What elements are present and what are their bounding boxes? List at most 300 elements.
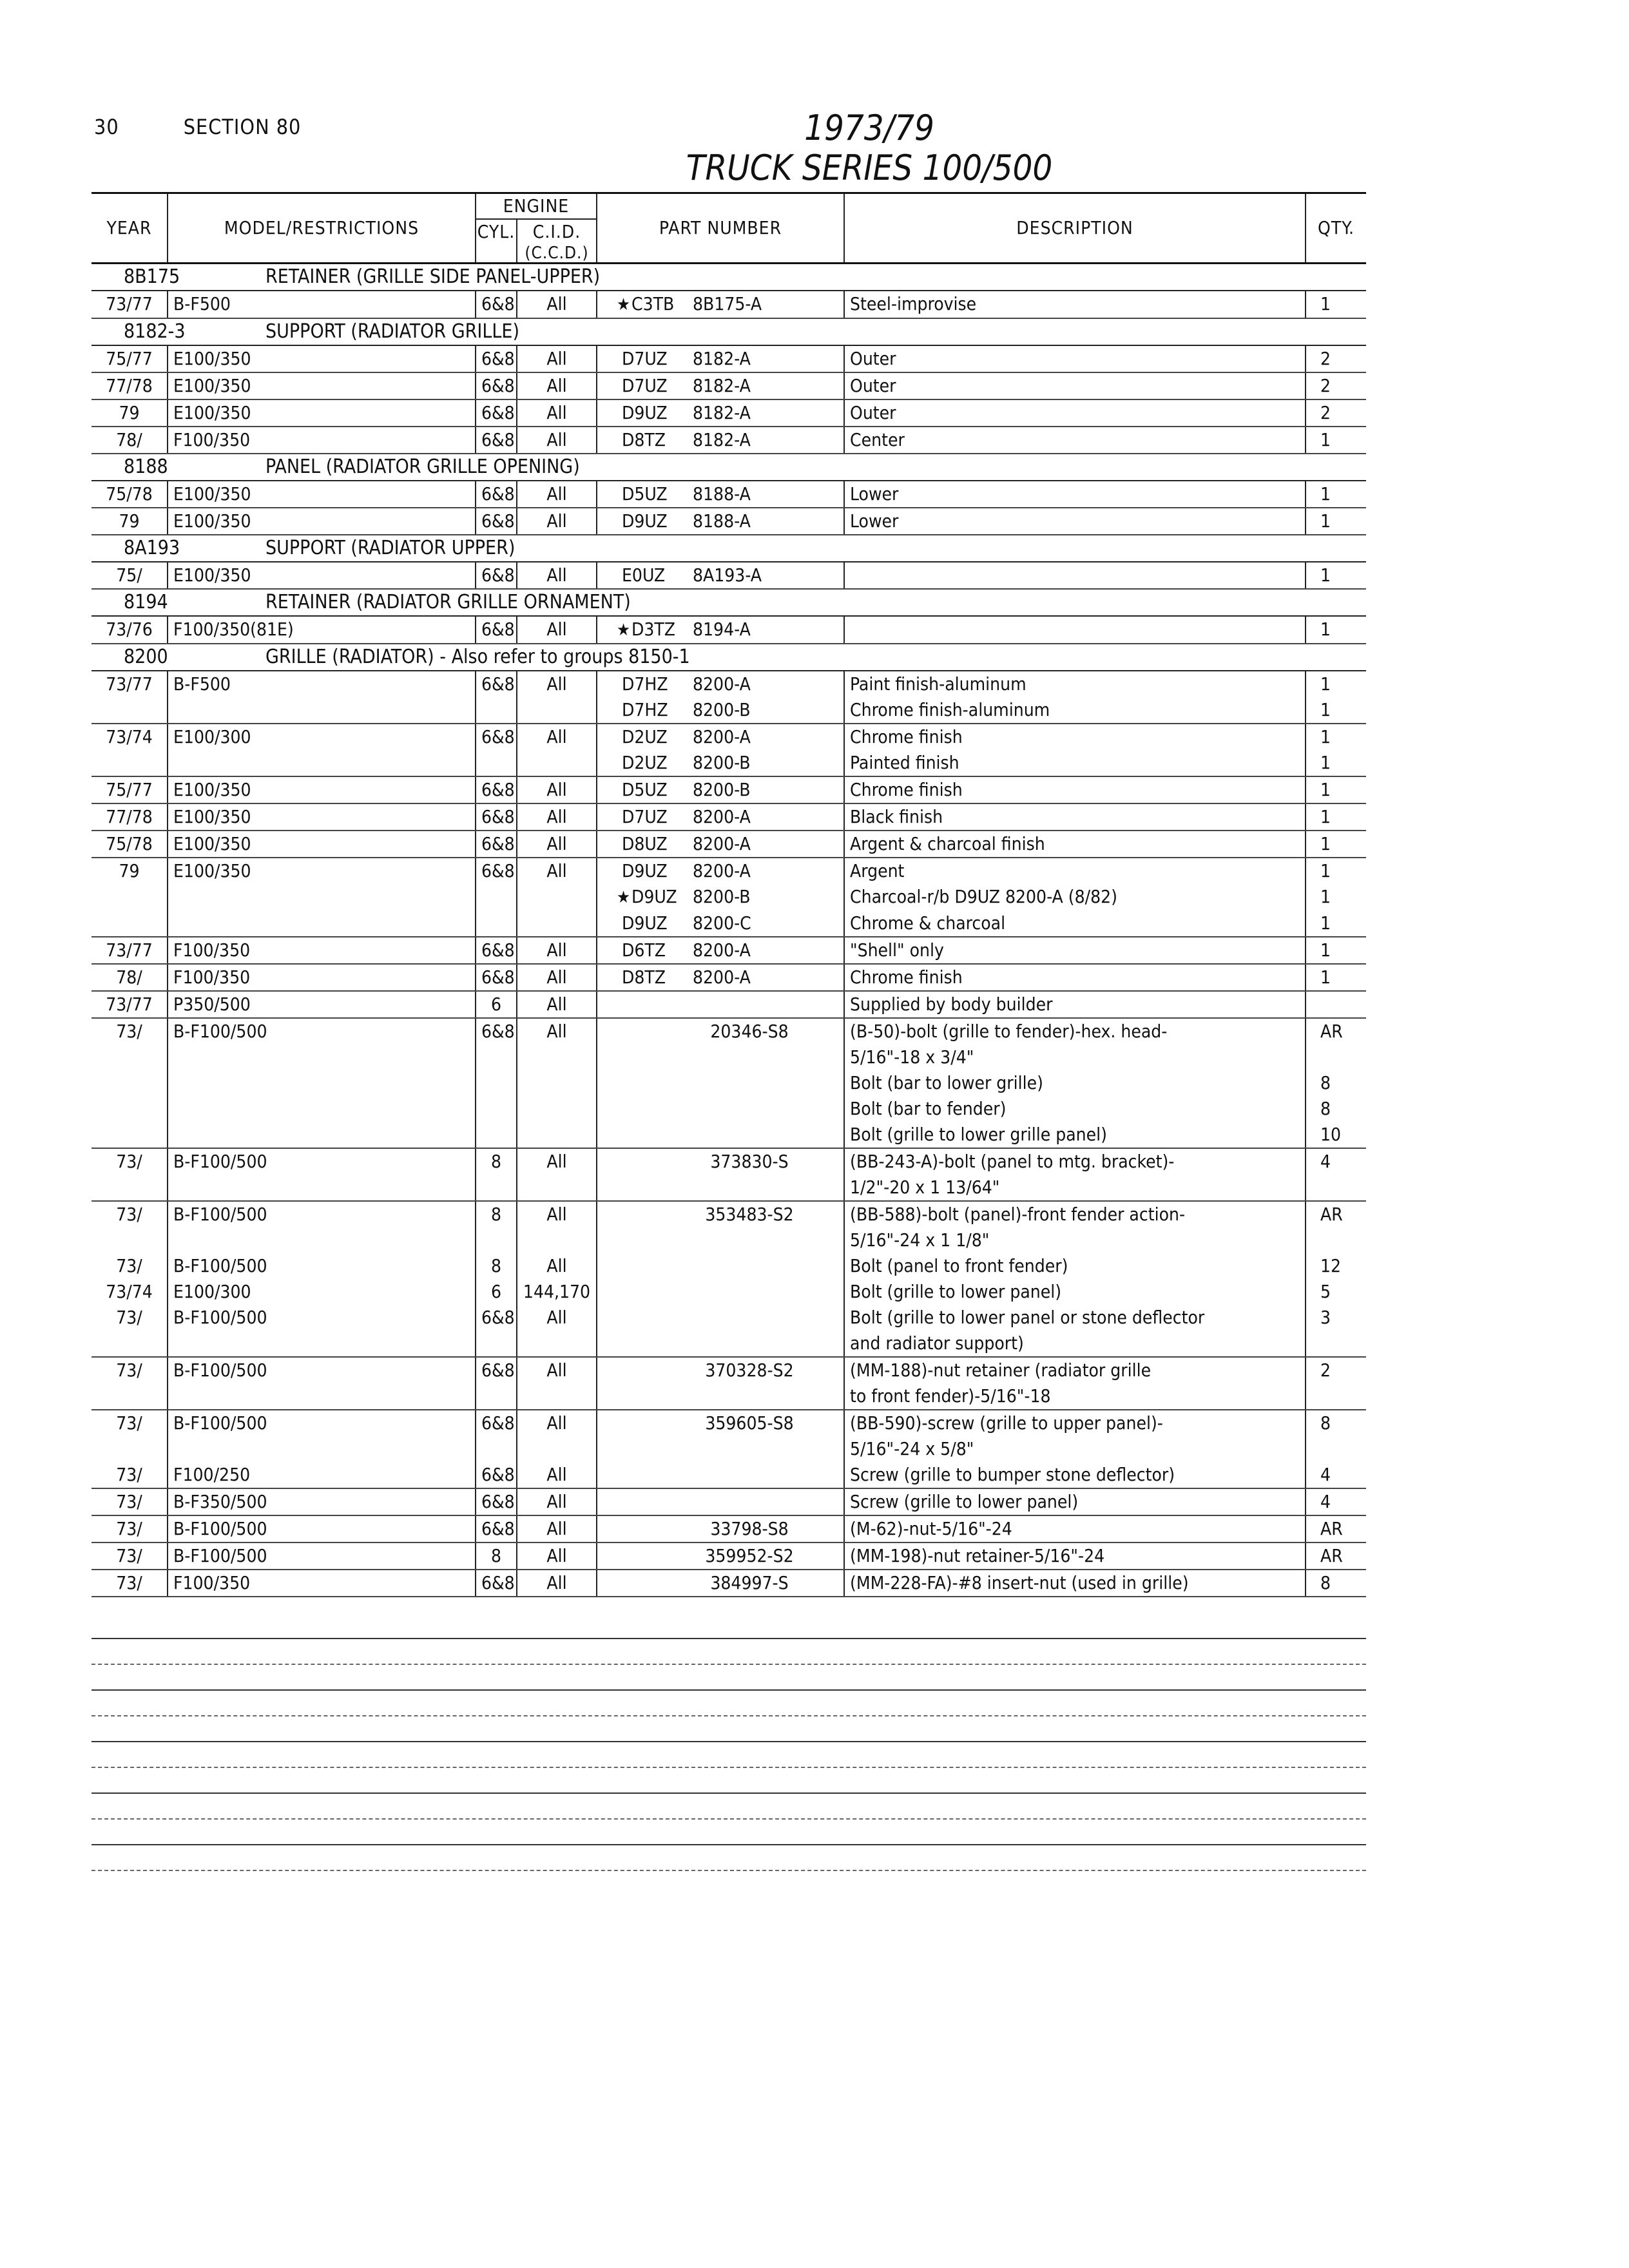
year-cell: 73/77 [92, 991, 168, 1018]
description-cell: Bolt (bar to lower grille) [844, 1070, 1306, 1096]
part-prefix-text: D7UZ [622, 348, 668, 369]
cid-cell: All [517, 858, 597, 884]
qty-cell: 1 [1306, 884, 1366, 910]
part-prefix-text: D8TZ [622, 966, 666, 988]
cyl-cell: 8 [476, 1542, 517, 1570]
qty-cell: 3 [1306, 1305, 1366, 1331]
group-number: 8B175 [124, 265, 180, 288]
star-icon: ★ [617, 620, 630, 640]
cyl-cell: 6&8 [476, 964, 517, 991]
part-number-cell [597, 1070, 844, 1096]
model-cell [168, 1227, 476, 1253]
part-number-cell [597, 1148, 844, 1175]
year-cell: 73/77 [92, 291, 168, 318]
group-number: 8194 [124, 591, 168, 613]
group-title: RETAINER (GRILLE SIDE PANEL-UPPER) [265, 265, 601, 288]
model-cell: E100/350 [168, 508, 476, 535]
blank-rule [92, 1870, 1366, 1871]
title-series: TRUCK SERIES 100/500 [686, 148, 1053, 188]
model-cell [168, 697, 476, 724]
table-row [92, 937, 1366, 964]
part-number-cell [597, 884, 844, 910]
table-row [92, 1201, 1366, 1227]
model-cell: B-F500 [168, 671, 476, 697]
cyl-cell: 6 [476, 991, 517, 1018]
year-cell: 79 [92, 399, 168, 427]
part-number-cell [597, 1436, 844, 1462]
part-prefix-text: D3TZ [631, 619, 676, 640]
year-cell: 79 [92, 508, 168, 535]
cid-cell [517, 1096, 597, 1122]
description-cell: Painted finish [844, 750, 1306, 776]
qty-cell: AR [1306, 1018, 1366, 1044]
cid-cell [517, 884, 597, 910]
qty-cell: 2 [1306, 399, 1366, 427]
part-base: 8182-A [693, 375, 751, 396]
part-number-cell [597, 1305, 844, 1331]
col-ccd: (C.C.D.) [517, 244, 597, 264]
group-number: 8182-3 [124, 320, 186, 343]
table-row [92, 964, 1366, 991]
model-cell: E100/300 [168, 724, 476, 750]
group-title: SUPPORT (RADIATOR UPPER) [265, 537, 516, 559]
year-cell: 75/ [92, 562, 168, 589]
year-cell: 73/74 [106, 726, 153, 747]
part-prefix-text: D9UZ [622, 402, 668, 423]
part-number-cell [597, 562, 844, 589]
model-cell: E100/300 [168, 1279, 476, 1305]
description-cell: Chrome & charcoal [844, 910, 1306, 937]
cyl-cell: 8 [476, 1253, 517, 1279]
table-row [92, 616, 1366, 644]
cid-cell [517, 750, 597, 776]
model-cell: B-F500 [168, 291, 476, 318]
model-cell [168, 1331, 476, 1357]
group-title: PANEL (RADIATOR GRILLE OPENING) [265, 456, 580, 478]
model-cell: F100/350(81E) [168, 616, 476, 644]
year-cell [92, 750, 168, 776]
qty-cell: 5 [1306, 1279, 1366, 1305]
description-cell: (M-62)-nut-5/16"-24 [844, 1515, 1306, 1542]
part-prefix-text: D7UZ [622, 806, 668, 827]
cid-cell: All [517, 803, 597, 831]
year-cell: 73/ [92, 1488, 168, 1515]
table-row [92, 1044, 1366, 1070]
part-prefix [602, 858, 693, 884]
cid-cell: 144,170 [517, 1279, 597, 1305]
table-row [92, 1383, 1366, 1410]
year-cell [92, 1175, 168, 1201]
part-prefix-text: D5UZ [622, 483, 668, 505]
group-number: 8A193 [124, 537, 180, 559]
model-cell: B-F100/500 [168, 1542, 476, 1570]
parts-body [92, 264, 1366, 1597]
standard-part-number: 370328-S2 [705, 1360, 794, 1381]
part-number-cell [597, 1542, 844, 1570]
cid-cell: All [517, 372, 597, 399]
description-cell: Chrome finish-aluminum [844, 697, 1306, 724]
part-prefix [602, 346, 693, 372]
group-title: GRILLE (RADIATOR) - Also refer to groups 8150-1 [265, 646, 690, 668]
cid-cell [517, 1331, 597, 1357]
qty-cell: 1 [1306, 776, 1366, 803]
cid-cell: All [517, 345, 597, 372]
cid-cell: All [517, 1253, 597, 1279]
model-cell: F100/350 [168, 937, 476, 964]
cid-cell: All [517, 1488, 597, 1515]
model-cell [168, 1044, 476, 1070]
part-prefix-text: E0UZ [622, 564, 666, 586]
cid-cell: All [517, 831, 597, 858]
model-cell [168, 1436, 476, 1462]
year-cell [92, 697, 168, 724]
description-cell: Chrome finish [844, 964, 1306, 991]
description-cell: Argent [844, 858, 1306, 884]
group-number: 8200 [124, 646, 168, 668]
cyl-cell: 6&8 [476, 671, 517, 697]
table-row [92, 1096, 1366, 1122]
group-header [92, 644, 1366, 671]
cyl-cell: 6&8 [476, 937, 517, 964]
standard-part-number: 353483-S2 [705, 1204, 794, 1225]
part-prefix [602, 671, 693, 697]
year-cell: 73/ [92, 1542, 168, 1570]
part-prefix [602, 937, 693, 963]
part-number-cell [597, 910, 844, 937]
description-cell: 5/16"-24 x 5/8" [844, 1436, 1306, 1462]
blank-rule [92, 1715, 1366, 1716]
col-engine: ENGINE [476, 193, 597, 220]
table-row [92, 1436, 1366, 1462]
part-number-cell [597, 671, 844, 697]
cid-cell [517, 1070, 597, 1096]
cyl-cell: 6&8 [476, 803, 517, 831]
table-row [92, 1253, 1366, 1279]
part-prefix-text: C3TB [631, 293, 675, 314]
blank-rule [92, 1664, 1366, 1665]
parts-table [92, 192, 1366, 1597]
cid-cell: All [517, 1410, 597, 1436]
part-base: 8200-A [693, 833, 751, 854]
table-row [92, 399, 1366, 427]
part-base: 8200-B [693, 752, 751, 773]
qty-cell [1306, 991, 1366, 1018]
part-base: 8194-A [693, 619, 751, 640]
table-row [92, 776, 1366, 803]
part-base: 8188-A [693, 510, 751, 532]
part-number-cell [597, 1201, 844, 1227]
qty-cell: 8 [1306, 1096, 1366, 1122]
qty-cell: 2 [1306, 372, 1366, 399]
qty-cell: 1 [1306, 697, 1366, 724]
table-row [92, 1462, 1366, 1488]
part-prefix-text: D2UZ [622, 752, 668, 773]
part-prefix [602, 400, 693, 426]
cyl-cell: 6&8 [476, 724, 517, 750]
part-prefix-text: D8UZ [622, 833, 668, 854]
part-number-cell [597, 345, 844, 372]
cid-cell: All [517, 776, 597, 803]
description-cell: (B-50)-bolt (grille to fender)-hex. head- [844, 1018, 1306, 1044]
model-cell [168, 1070, 476, 1096]
cid-cell: All [517, 1515, 597, 1542]
star-icon: ★ [617, 295, 630, 314]
table-row [92, 1542, 1366, 1570]
description-cell: (MM-198)-nut retainer-5/16"-24 [844, 1542, 1306, 1570]
year-cell: 78/ [92, 427, 168, 454]
qty-cell [1306, 1436, 1366, 1462]
part-prefix [602, 562, 693, 588]
description-cell: to front fender)-5/16"-18 [844, 1383, 1306, 1410]
year-cell: 75/78 [92, 481, 168, 508]
part-base: 8B175-A [693, 293, 762, 314]
table-row [92, 697, 1366, 724]
year-cell [92, 1044, 168, 1070]
cid-cell [517, 910, 597, 937]
blank-rule [92, 1689, 1366, 1691]
qty-cell: 1 [1306, 562, 1366, 589]
part-number-cell [597, 1122, 844, 1148]
description-cell: Bolt (panel to front fender) [844, 1253, 1306, 1279]
model-cell: P350/500 [168, 991, 476, 1018]
year-cell: 73/ [116, 1412, 142, 1434]
table-row [92, 1175, 1366, 1201]
description-cell: Outer [844, 345, 1306, 372]
col-cid: C.I.D. [517, 219, 597, 244]
part-number-cell [597, 1096, 844, 1122]
part-prefix [602, 291, 693, 318]
model-cell: B-F100/500 [168, 1410, 476, 1436]
cyl-cell: 6&8 [476, 858, 517, 884]
blank-rule [92, 1741, 1366, 1742]
qty-cell: 1 [1306, 508, 1366, 535]
col-model: MODEL/RESTRICTIONS [168, 193, 476, 264]
part-base: 8182-A [693, 348, 751, 369]
table-row [92, 1070, 1366, 1096]
col-description: DESCRIPTION [844, 193, 1306, 264]
cyl-cell: 8 [476, 1148, 517, 1175]
table-row [92, 910, 1366, 937]
cyl-cell: 6&8 [476, 1570, 517, 1597]
qty-cell: 8 [1306, 1410, 1366, 1436]
part-number-cell [597, 1175, 844, 1201]
cyl-cell [476, 1096, 517, 1122]
qty-cell: 4 [1306, 1462, 1366, 1488]
model-cell: B-F350/500 [168, 1488, 476, 1515]
part-prefix [602, 508, 693, 534]
part-number-cell [597, 776, 844, 803]
part-base: 8200-B [693, 886, 751, 907]
table-row [92, 1331, 1366, 1357]
part-prefix-text: D5UZ [622, 779, 668, 800]
title-years: 1973/79 [804, 108, 934, 148]
part-number-cell [597, 1253, 844, 1279]
cyl-cell [476, 1331, 517, 1357]
part-base: 8182-A [693, 429, 751, 450]
part-prefix [602, 617, 693, 643]
cid-cell [517, 1227, 597, 1253]
group-title: SUPPORT (RADIATOR GRILLE) [265, 320, 519, 343]
part-number-cell [597, 1515, 844, 1542]
cid-cell: All [517, 1148, 597, 1175]
part-prefix [602, 427, 693, 453]
year-cell [92, 910, 168, 937]
cid-cell [517, 1383, 597, 1410]
part-prefix [602, 965, 693, 990]
cyl-cell: 6&8 [476, 1462, 517, 1488]
year-cell [92, 1096, 168, 1122]
qty-cell: 1 [1306, 831, 1366, 858]
cyl-cell: 6&8 [476, 776, 517, 803]
qty-cell [1306, 1331, 1366, 1357]
part-number-cell [597, 964, 844, 991]
table-row [92, 1018, 1366, 1044]
model-cell: B-F100/500 [168, 1201, 476, 1227]
cyl-cell: 6&8 [476, 345, 517, 372]
cid-cell: All [517, 481, 597, 508]
blank-rule [92, 1818, 1366, 1820]
year-cell [92, 1383, 168, 1410]
cid-cell: All [517, 1570, 597, 1597]
part-prefix-text: D9UZ [631, 886, 677, 907]
cid-cell: All [517, 964, 597, 991]
cyl-cell [476, 1227, 517, 1253]
part-number-cell [597, 1044, 844, 1070]
star-icon: ★ [617, 888, 630, 907]
model-cell [168, 1383, 476, 1410]
cid-cell: All [517, 937, 597, 964]
table-row [92, 481, 1366, 508]
cid-cell: All [517, 1018, 597, 1044]
standard-part-number: 359952-S2 [705, 1545, 794, 1566]
qty-cell: 1 [1306, 481, 1366, 508]
cyl-cell [476, 884, 517, 910]
part-number-cell [597, 1383, 844, 1410]
table-row [92, 372, 1366, 399]
cyl-cell [476, 1044, 517, 1070]
description-cell: 5/16"-24 x 1 1/8" [844, 1227, 1306, 1253]
group-heading [92, 589, 1366, 616]
standard-part-number: 384997-S [710, 1572, 789, 1593]
description-cell: (BB-243-A)-bolt (panel to mtg. bracket)- [844, 1148, 1306, 1175]
description-cell: and radiator support) [844, 1331, 1306, 1357]
part-number-cell [597, 697, 844, 724]
year-cell: 73/ [116, 1204, 142, 1225]
model-cell: E100/350 [168, 831, 476, 858]
cid-cell: All [517, 291, 597, 318]
cyl-cell [476, 1436, 517, 1462]
year-cell: 78/ [92, 964, 168, 991]
cid-cell: All [517, 1357, 597, 1383]
model-cell: B-F100/500 [168, 1305, 476, 1331]
group-heading [92, 644, 1366, 671]
cyl-cell [476, 1175, 517, 1201]
qty-cell: AR [1306, 1201, 1366, 1227]
description-cell: Center [844, 427, 1306, 454]
part-base: 8200-A [693, 673, 751, 695]
year-cell: 79 [119, 860, 140, 881]
part-number-cell [597, 291, 844, 318]
description-cell: Paint finish-aluminum [844, 671, 1306, 697]
part-number-cell [597, 1331, 844, 1357]
year-cell: 73/77 [92, 937, 168, 964]
model-cell: B-F100/500 [168, 1357, 476, 1383]
qty-cell: 8 [1306, 1570, 1366, 1597]
group-heading [92, 454, 1366, 481]
qty-cell: 1 [1306, 858, 1366, 884]
model-cell: F100/250 [168, 1462, 476, 1488]
year-cell: 77/78 [92, 803, 168, 831]
table-row [92, 724, 1366, 750]
year-cell [92, 1070, 168, 1096]
table-row [92, 803, 1366, 831]
part-number-cell [597, 991, 844, 1018]
qty-cell: AR [1306, 1542, 1366, 1570]
cyl-cell: 6&8 [476, 831, 517, 858]
table-row [92, 831, 1366, 858]
year-cell: 73/ [116, 1021, 142, 1042]
cyl-cell: 6&8 [476, 616, 517, 644]
cyl-cell: 6&8 [476, 1488, 517, 1515]
model-cell: F100/350 [168, 427, 476, 454]
table-row [92, 1148, 1366, 1175]
qty-cell [1306, 1227, 1366, 1253]
model-cell: B-F100/500 [168, 1148, 476, 1175]
cyl-cell: 8 [476, 1201, 517, 1227]
table-row [92, 1227, 1366, 1253]
part-prefix [602, 804, 693, 830]
blank-rule [92, 1844, 1366, 1845]
description-cell: 5/16"-18 x 3/4" [844, 1044, 1306, 1070]
part-prefix-text: D9UZ [622, 860, 668, 881]
part-number-cell [597, 399, 844, 427]
cyl-cell: 6 [476, 1279, 517, 1305]
description-cell: Bolt (grille to lower panel) [844, 1279, 1306, 1305]
year-cell [92, 1122, 168, 1148]
part-prefix [602, 697, 693, 723]
description-cell: 1/2"-20 x 1 13/64" [844, 1175, 1306, 1201]
description-cell: Black finish [844, 803, 1306, 831]
model-cell [168, 910, 476, 937]
table-row [92, 858, 1366, 884]
qty-cell: 1 [1306, 291, 1366, 318]
group-title: RETAINER (RADIATOR GRILLE ORNAMENT) [265, 591, 631, 613]
group-heading [92, 318, 1366, 345]
model-cell: E100/350 [168, 562, 476, 589]
part-base: 8200-A [693, 806, 751, 827]
table-row [92, 1122, 1366, 1148]
cyl-cell: 6&8 [476, 1357, 517, 1383]
year-cell: 73/ [92, 1570, 168, 1597]
qty-cell: 1 [1306, 724, 1366, 750]
part-prefix-text: D9UZ [622, 510, 668, 532]
part-number-cell [597, 724, 844, 750]
table-row [92, 508, 1366, 535]
part-base: 8200-B [693, 779, 751, 800]
cid-cell: All [517, 1542, 597, 1570]
group-header [92, 535, 1366, 562]
part-number-cell [597, 1570, 844, 1597]
part-prefix [602, 724, 693, 750]
description-cell: Screw (grille to bumper stone deflector) [844, 1462, 1306, 1488]
cyl-cell: 6&8 [476, 1515, 517, 1542]
standard-part-number: 373830-S [710, 1151, 789, 1172]
year-cell: 73/ [92, 1462, 168, 1488]
part-base: 8200-A [693, 726, 751, 747]
cyl-cell [476, 750, 517, 776]
model-cell [168, 1122, 476, 1148]
part-number-cell [597, 372, 844, 399]
